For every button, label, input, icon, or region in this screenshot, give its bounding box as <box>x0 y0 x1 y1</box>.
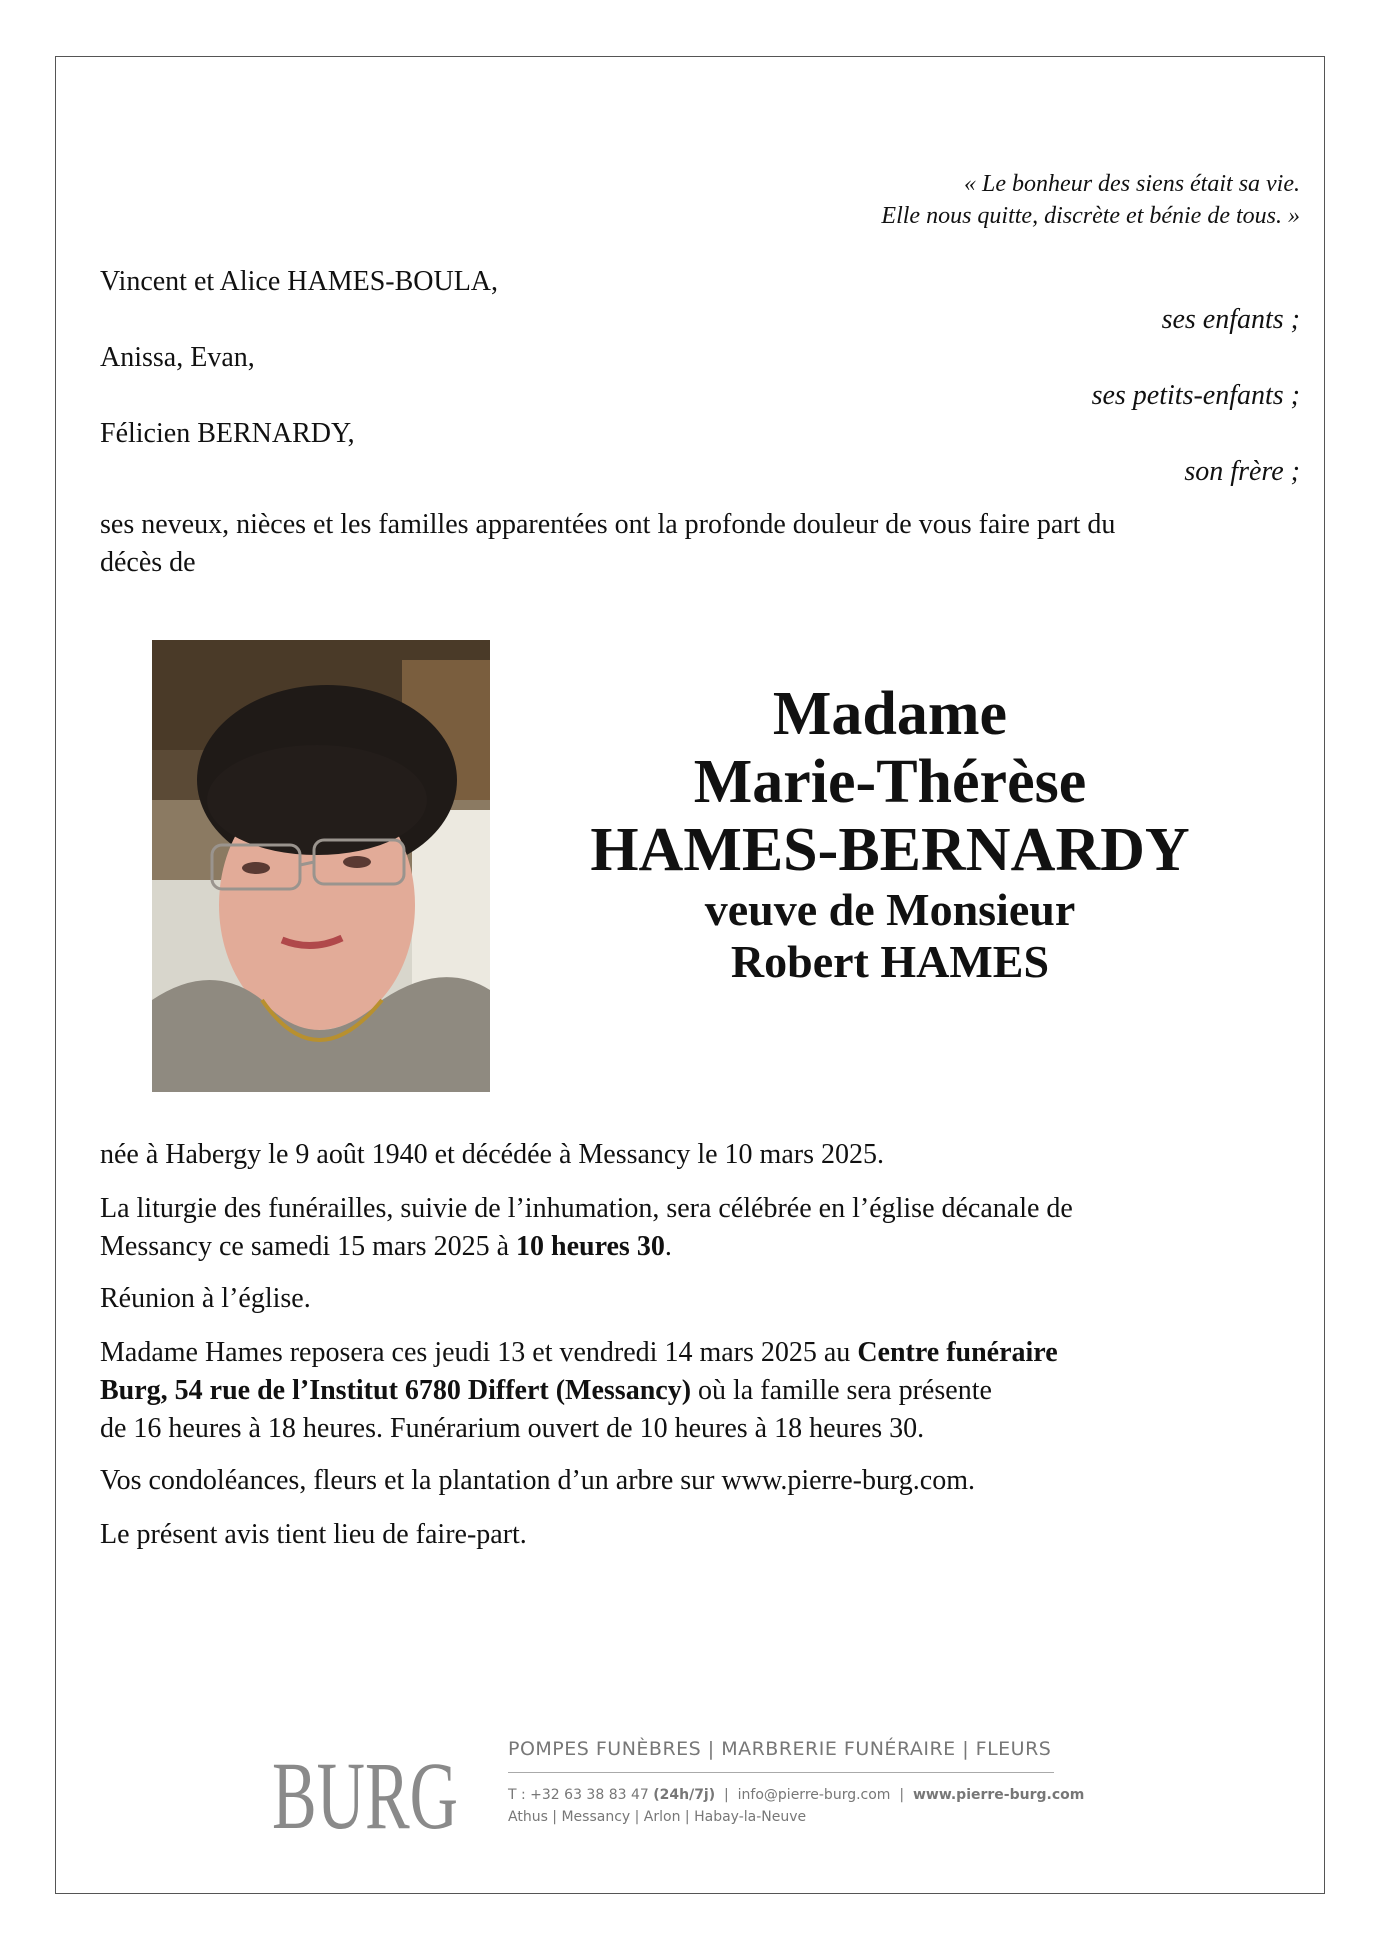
family-role-grandchildren: ses petits-enfants ; <box>1091 380 1300 411</box>
liturgy-text <box>100 1190 1300 1266</box>
condolences-text: Vos condoléances, fleurs et la plantation d’un arbre sur www.pierre-burg.com. <box>100 1465 975 1496</box>
announcement-text <box>100 506 1300 582</box>
repose-presence: où la famille sera présente <box>691 1375 992 1406</box>
deceased-name-block <box>530 680 1250 988</box>
footer-email[interactable]: | info@pierre-burg.com | <box>715 1787 913 1803</box>
burg-logo-text: BURG <box>272 1742 458 1849</box>
family-names-brother: Félicien BERNARDY, <box>100 418 355 449</box>
repose-line-1 <box>100 1334 1300 1372</box>
footer-website[interactable]: www.pierre-burg.com <box>912 1787 1085 1803</box>
footer-phone: T : +32 63 38 83 47 <box>508 1787 654 1803</box>
footer-divider <box>508 1772 1054 1773</box>
quote-line-2: Elle nous quitte, discrète et bénie de tous. » <box>881 203 1300 229</box>
deceased-title: Madame <box>772 680 1008 748</box>
burg-logo-icon <box>272 1736 462 1849</box>
epigraph-quote <box>881 168 1300 232</box>
repose-intro: Madame Hames reposera ces jeudi 13 et vendredi 14 mars 2025 au <box>100 1337 858 1368</box>
footer-services: POMPES FUNÈBRES | MARBRERIE FUNÉRAIRE | FLEURS <box>508 1738 1052 1760</box>
footer-phone-hours: (24h/7j) <box>653 1787 716 1803</box>
repose-place-2: Burg, 54 rue de l’Institut 6780 Differt (Messancy) <box>100 1375 692 1406</box>
repose-place-1: Centre funéraire <box>857 1337 1058 1368</box>
repose-line-3: de 16 heures à 18 heures. Funérarium ouvert de 10 heures à 18 heures 30. <box>100 1413 925 1444</box>
meeting-text: Réunion à l’église. <box>100 1283 311 1314</box>
widow-line: veuve de Monsieur <box>704 884 1076 935</box>
announcement-line-1: ses neveux, nièces et les familles apparentées ont la profonde douleur de vous faire part du <box>100 509 1116 540</box>
repose-text <box>100 1334 1300 1448</box>
family-role-children: ses enfants ; <box>1161 304 1300 335</box>
footer-contact-block <box>508 1738 1084 1825</box>
deceased-surname: HAMES-BERNARDY <box>590 816 1190 884</box>
spouse-name: Robert HAMES <box>730 936 1050 987</box>
family-role-brother: son frère ; <box>1184 456 1300 487</box>
liturgy-line-1: La liturgie des funérailles, suivie de l’inhumation, sera célébrée en l’église décanale de <box>100 1193 1073 1224</box>
portrait-photo <box>152 640 490 1092</box>
birth-death-text: née à Habergy le 9 août 1940 et décédée à Messancy le 10 mars 2025. <box>100 1139 884 1170</box>
deceased-first-name: Marie-Thérèse <box>693 748 1087 816</box>
repose-line-2 <box>100 1372 1300 1410</box>
liturgy-line-2 <box>100 1228 1300 1266</box>
family-names-grandchildren: Anissa, Evan, <box>100 342 255 373</box>
family-names-children: Vincent et Alice HAMES-BOULA, <box>100 266 499 297</box>
burg-logo <box>272 1736 462 1849</box>
footer-contact-line <box>508 1787 1084 1803</box>
portrait-photo-icon <box>152 640 490 1092</box>
liturgy-time: 10 heures 30 <box>516 1231 665 1262</box>
quote-line-1: « Le bonheur des siens était sa vie. <box>964 171 1300 197</box>
notice-text: Le présent avis tient lieu de faire-part. <box>100 1519 527 1550</box>
liturgy-date: Messancy ce samedi 15 mars 2025 à <box>100 1231 516 1262</box>
liturgy-end: . <box>664 1231 672 1262</box>
footer-places: Athus | Messancy | Arlon | Habay-la-Neuve <box>508 1809 807 1825</box>
announcement-line-2: décès de <box>100 547 196 578</box>
